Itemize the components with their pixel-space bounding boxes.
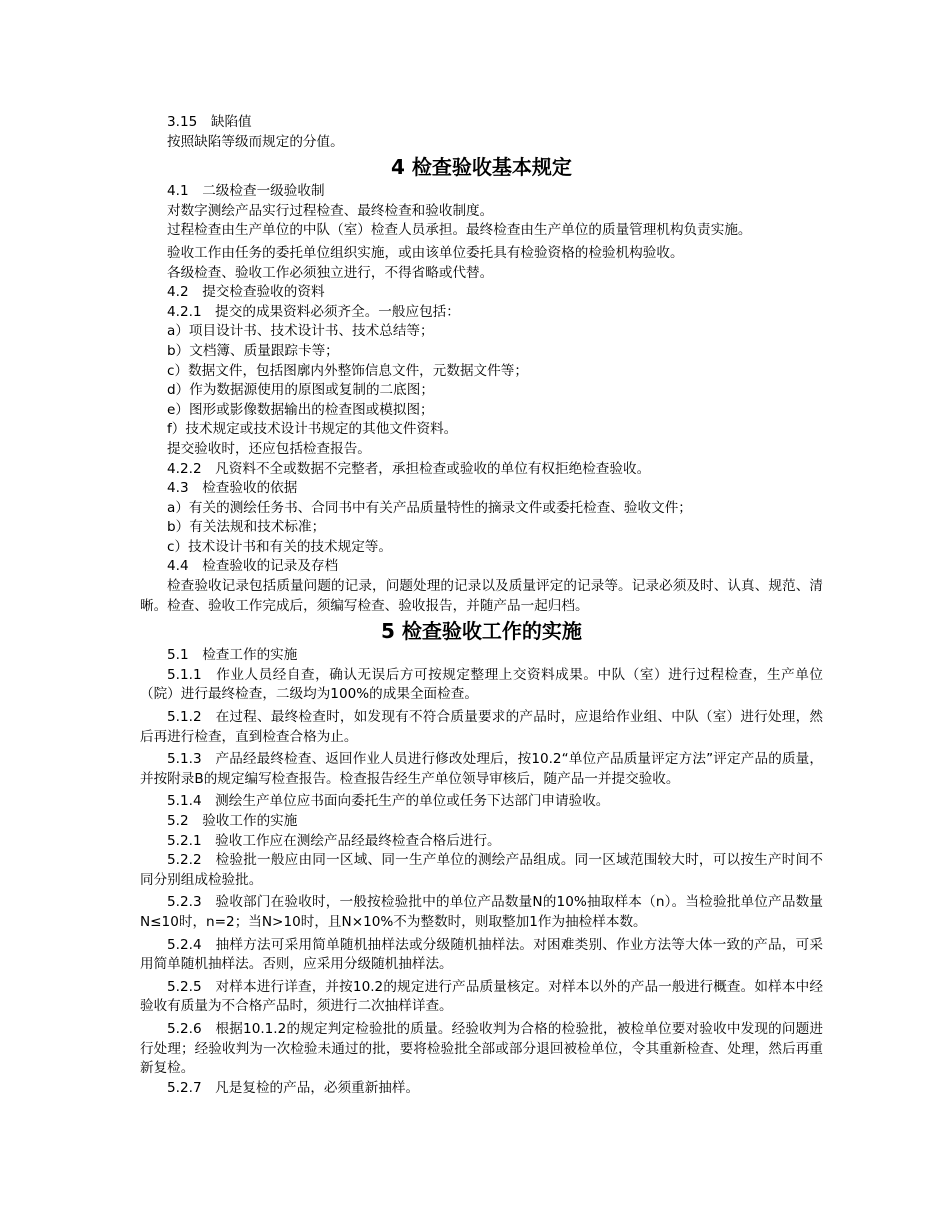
paragraph: 5.1.3 产品经最终检查、返回作业人员进行修改处理后，按10.2“单位产品质量评定方法”评定产品的质量，并按附录B的规定编写检查报告。检查报告经生产单位领导审核后，随产品一并提交验收。	[140, 751, 823, 787]
clause-heading: 4.2 提交检查验收的资料	[167, 284, 325, 301]
list-item: c）数据文件，包括图廓内外整饰信息文件，元数据文件等；	[167, 362, 528, 379]
list-item: c）技术设计书和有关的技术规定等。	[167, 538, 392, 555]
clause-heading: 5.1 检查工作的实施	[167, 647, 298, 664]
list-item: e）图形或影像数据输出的检查图或模拟图；	[167, 401, 434, 418]
paragraph: 5.2.7 凡是复检的产品，必须重新抽样。	[167, 1079, 420, 1096]
list-item: b）文档簿、质量跟踪卡等；	[167, 342, 339, 359]
paragraph: 5.2.2 检验批一般应由同一区域、同一生产单位的测绘产品组成。同一区域范围较大时，可以按生产时间不同分别组成检验批。	[140, 852, 823, 888]
clause-heading: 4.3 检查验收的依据	[167, 480, 298, 497]
clause-heading: 4.2.2 凡资料不全或数据不完整者，承担检查或验收的单位有权拒绝检查验收。	[167, 460, 651, 477]
paragraph: 5.2.3 验收部门在验收时，一般按检验批中的单位产品数量N的10%抽取样本（n）。当检验批单位产品数量N≤10时，n=2；当N>10时，且N×10%不为整数时，则取整加1作为抽检样本数。	[140, 894, 823, 930]
clause-heading: 4.4 检查验收的记录及存档	[167, 558, 339, 575]
paragraph: 按照缺陷等级而规定的分值。	[167, 133, 344, 150]
list-item: f）技术规定或技术设计书规定的其他文件资料。	[167, 421, 458, 438]
paragraph: 提交验收时，还应包括检查报告。	[167, 440, 371, 457]
paragraph: 5.2.1 验收工作应在测绘产品经最终检查合格后进行。	[167, 832, 501, 849]
paragraph: 5.1.4 测绘生产单位应书面向委托生产的单位或任务下达部门申请验收。	[167, 793, 610, 810]
paragraph: 各级检查、验收工作必须独立进行，不得省略或代替。	[167, 264, 494, 281]
document-page	[140, 113, 823, 1098]
clause-heading: 4.1 二级检查一级验收制	[167, 183, 325, 200]
list-item: d）作为数据源使用的原图或复制的二底图；	[167, 382, 434, 399]
clause-heading: 3.15 缺陷值	[167, 114, 252, 130]
paragraph: 5.1.2 在过程、最终检查时，如发现有不符合质量要求的产品时，应退给作业组、中队（室）进行处理，然后再进行检查，直到检查合格为止。	[140, 709, 823, 745]
paragraph: 验收工作由任务的委托单位组织实施，或由该单位委托具有检验资格的检验机构验收。	[167, 244, 684, 261]
section-title: 5 检查验收工作的实施	[381, 619, 582, 644]
paragraph: 5.2.6 根据10.1.2的规定判定检验批的质量。经验收判为合格的检验批，被检单位要对验收中发现的问题进行处理；经验收判为一次检验未通过的批，要将检验批全部或部分退回被检单位，令其重新检查、处理，然后再重新复检。	[140, 1020, 823, 1077]
list-item: a）有关的测绘任务书、合同书中有关产品质量特性的摘录文件或委托检查、验收文件；	[167, 499, 692, 516]
section-title: 4 检查验收基本规定	[391, 155, 572, 180]
paragraph: 对数字测绘产品实行过程检查、最终检查和验收制度。	[167, 202, 494, 219]
list-item: a）项目设计书、技术设计书、技术总结等；	[167, 323, 434, 340]
paragraph: 5.2.5 对样本进行详查，并按10.2的规定进行产品质量核定。对样本以外的产品一般进行概查。如样本中经验收有质量为不合格产品时，须进行二次抽样详查。	[140, 978, 823, 1015]
paragraph: 检查验收记录包括质量问题的记录，问题处理的记录以及质量评定的记录等。记录必须及时、认真、规范、清晰。检查、验收工作完成后，须编写检查、验收报告，并随产品一起归档。	[140, 578, 823, 614]
paragraph: 5.1.1 作业人员经自查，确认无误后方可按规定整理上交资料成果。中队（室）进行过程检查，生产单位（院）进行最终检查，二级均为100%的成果全面检查。	[140, 666, 823, 703]
list-item: b）有关法规和技术标准；	[167, 519, 326, 536]
clause-heading: 4.2.1 提交的成果资料必须齐全。一般应包括：	[167, 303, 460, 320]
paragraph: 过程检查由生产单位的中队（室）检查人员承担。最终检查由生产单位的质量管理机构负责实施。	[167, 222, 752, 239]
clause-heading: 5.2 验收工作的实施	[167, 813, 298, 829]
paragraph: 5.2.4 抽样方法可采用简单随机抽样法或分级随机抽样法。对困难类别、作业方法等大体一致的产品，可采用简单随机抽样法。否则，应采用分级随机抽样法。	[140, 936, 823, 973]
